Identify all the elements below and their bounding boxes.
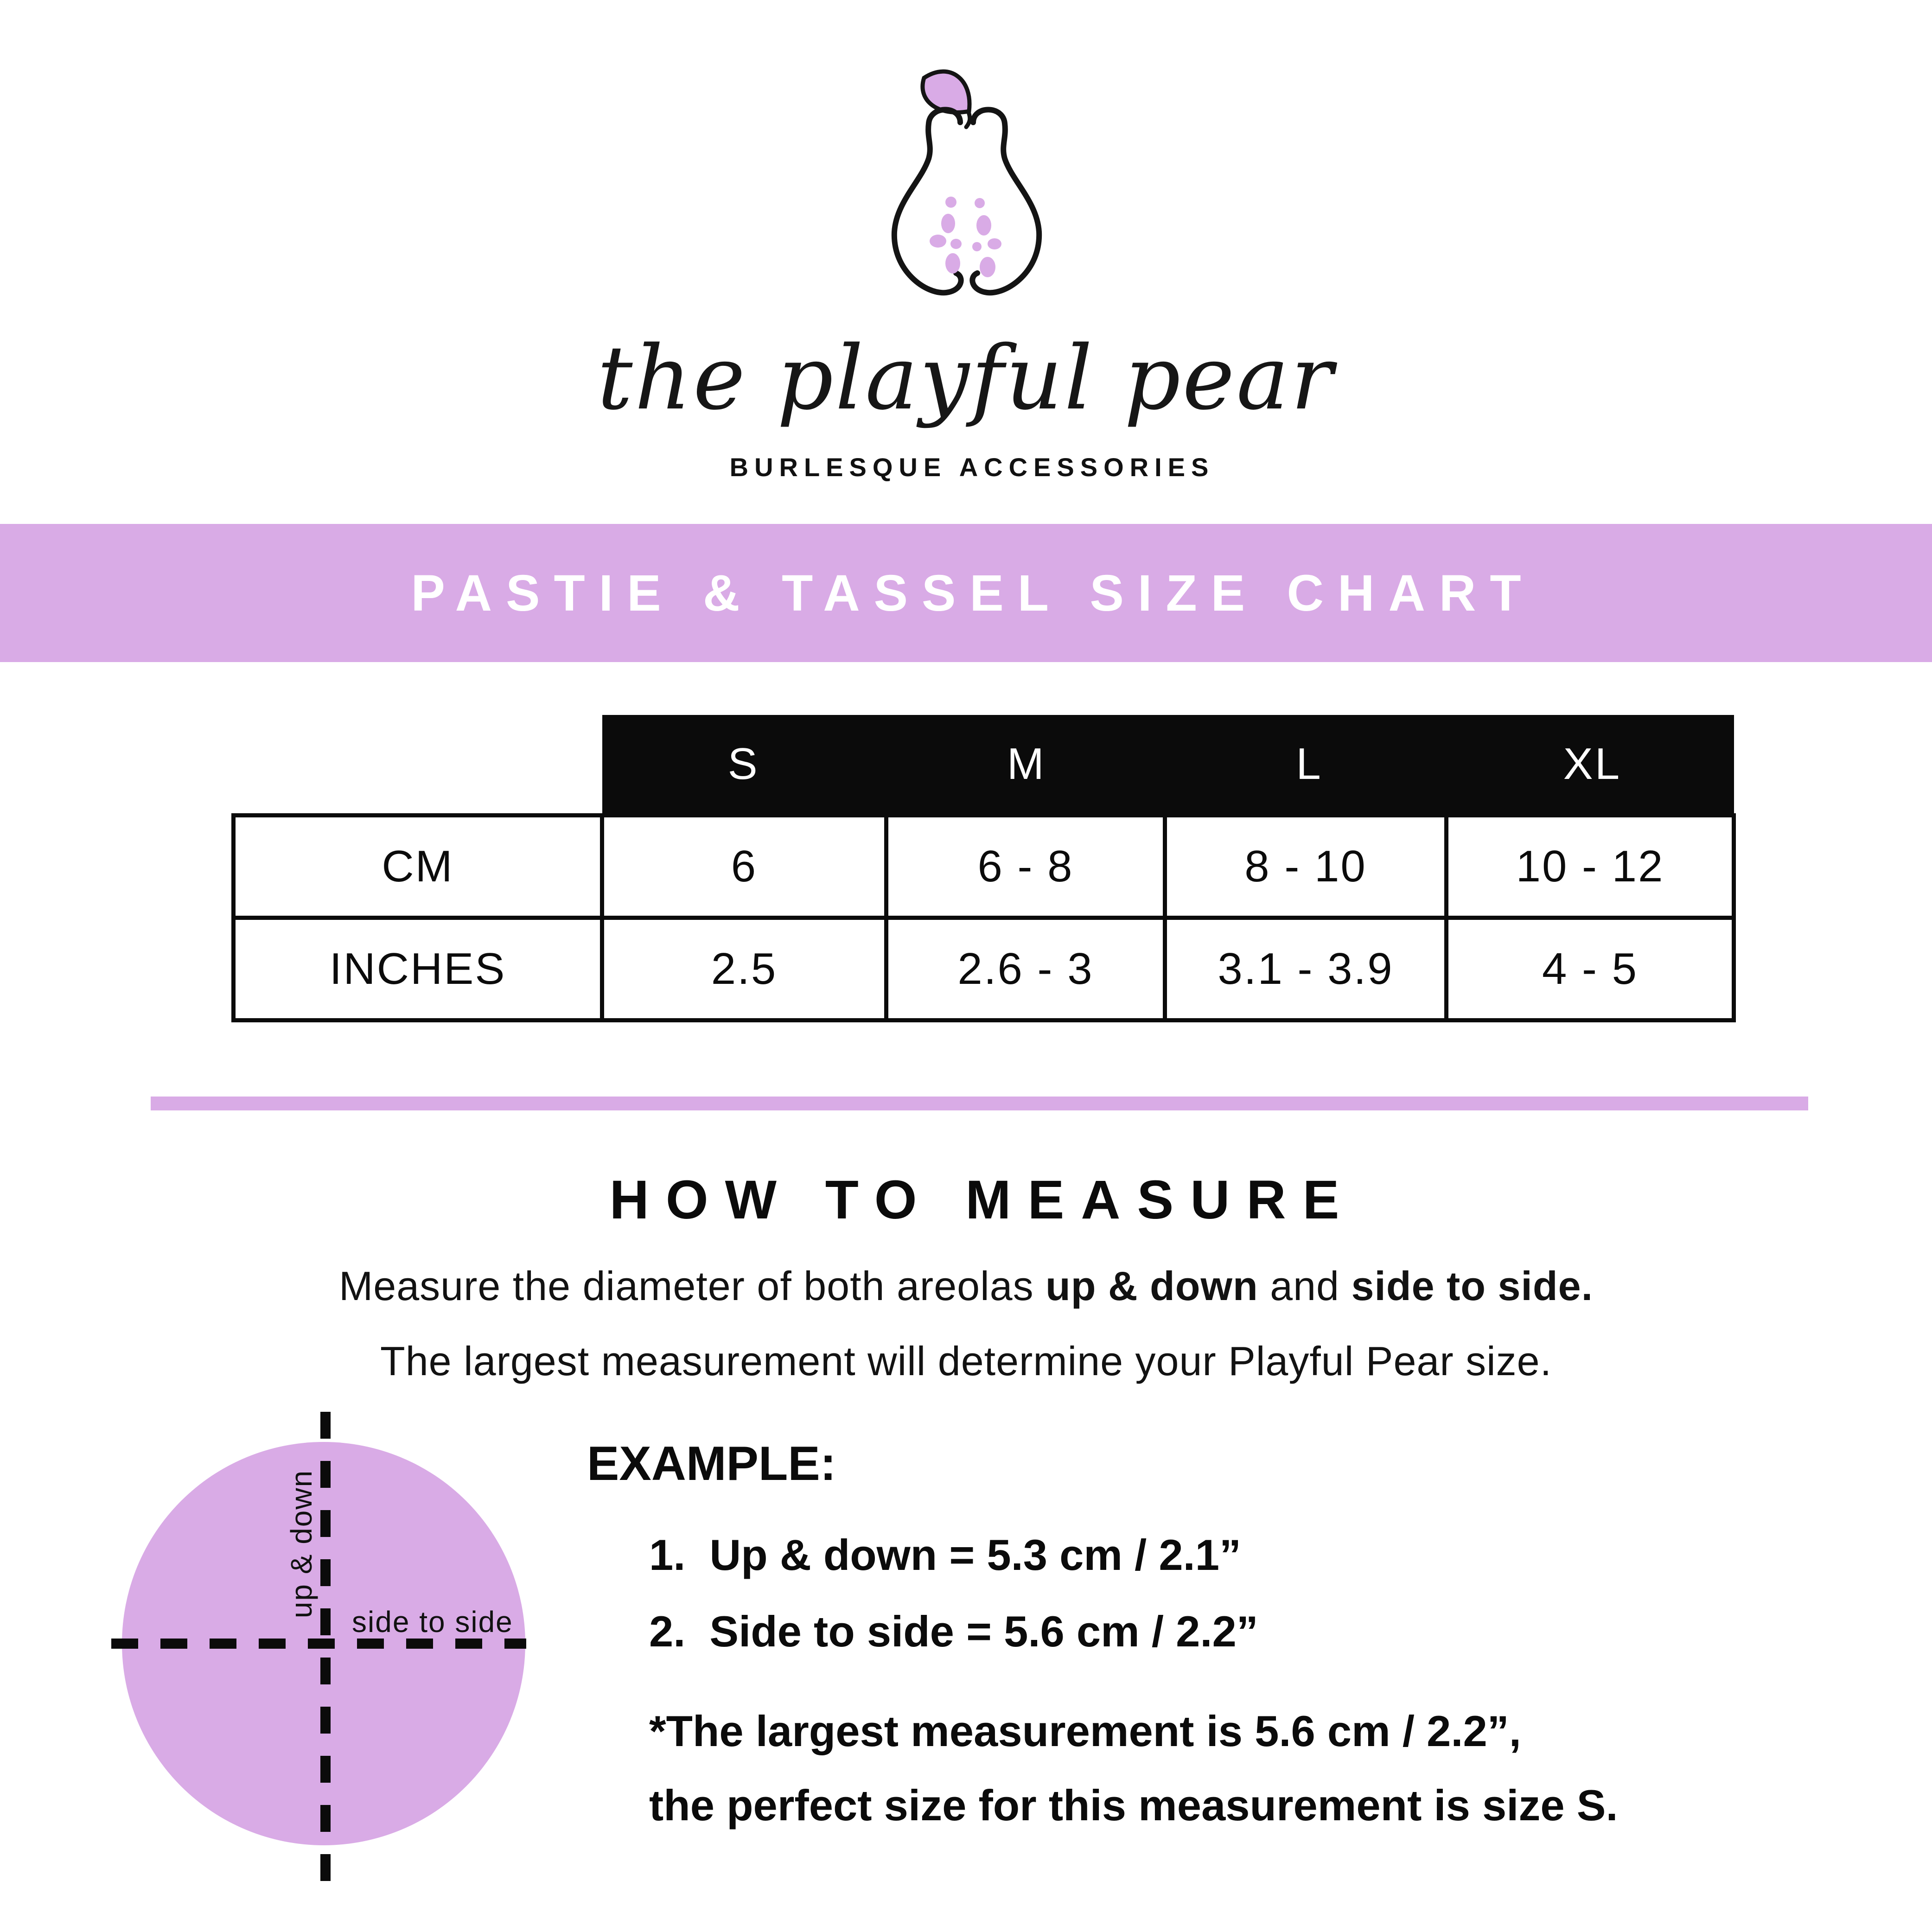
pear-stem	[966, 112, 970, 127]
pear-seeds	[930, 197, 1001, 277]
example-item-1-number: 1.	[649, 1530, 686, 1579]
example-item-1	[649, 1530, 1241, 1580]
brand-script-wordmark: the playful pear	[597, 327, 1335, 429]
cell-cm-s: 6	[602, 816, 886, 918]
measure-instruction-line2: The largest measurement will determine your Playful Pear size.	[380, 1338, 1552, 1384]
how-to-measure-heading: HOW TO MEASURE	[609, 1169, 1356, 1231]
size-table-header-row	[234, 715, 1734, 816]
column-header-xl: XL	[1563, 739, 1622, 789]
cell-in-s: 2.5	[602, 918, 886, 1020]
size-table-corner-cell	[234, 715, 602, 816]
size-table	[231, 715, 1736, 1022]
example-item-2	[649, 1607, 1258, 1657]
pear-leaf	[923, 71, 969, 112]
table-row-cm	[234, 816, 1734, 918]
cell-cm-l: 8 - 10	[1165, 816, 1447, 918]
row-label-inches: INCHES	[234, 918, 602, 1020]
cell-in-xl: 4 - 5	[1447, 918, 1734, 1020]
cell-cm-xl: 10 - 12	[1447, 816, 1734, 918]
title-banner	[0, 524, 1932, 662]
cell-in-m: 2.6 - 3	[886, 918, 1165, 1020]
up-down-label: up & down	[285, 1469, 318, 1619]
example-item-2-text: Side to side = 5.6 cm / 2.2”	[709, 1607, 1258, 1656]
column-header-m: M	[1007, 739, 1046, 789]
example-heading: EXAMPLE:	[587, 1437, 836, 1491]
instruction-bold-up-down: up & down	[1046, 1263, 1258, 1309]
measure-instruction-line1	[0, 1262, 1932, 1310]
instruction-text-and: and	[1258, 1263, 1352, 1309]
instruction-bold-side-to-side: side to side.	[1351, 1263, 1594, 1309]
example-item-2-number: 2.	[649, 1607, 686, 1656]
example-note-line1: *The largest measurement is 5.6 cm / 2.2”,	[649, 1707, 1521, 1755]
side-to-side-label: side to side	[352, 1605, 513, 1639]
table-row-inches	[234, 918, 1734, 1020]
column-header-l: L	[1296, 739, 1323, 789]
example-item-1-text: Up & down = 5.3 cm / 2.1”	[709, 1530, 1241, 1579]
instruction-text: Measure the diameter of both areolas	[338, 1263, 1046, 1309]
row-label-cm: CM	[234, 816, 602, 918]
pear-logo-icon	[874, 65, 1059, 315]
page-title: PASTIE & TASSEL SIZE CHART	[411, 564, 1535, 622]
brand-subtitle: BURLESQUE ACCESSORIES	[729, 453, 1215, 482]
cell-in-l: 3.1 - 3.9	[1165, 918, 1447, 1020]
cell-cm-m: 6 - 8	[886, 816, 1165, 918]
column-header-s: S	[727, 739, 759, 789]
section-divider	[151, 1097, 1808, 1110]
size-table-header-band	[602, 715, 1734, 816]
example-note-line2: the perfect size for this measurement is size S.	[649, 1781, 1618, 1830]
